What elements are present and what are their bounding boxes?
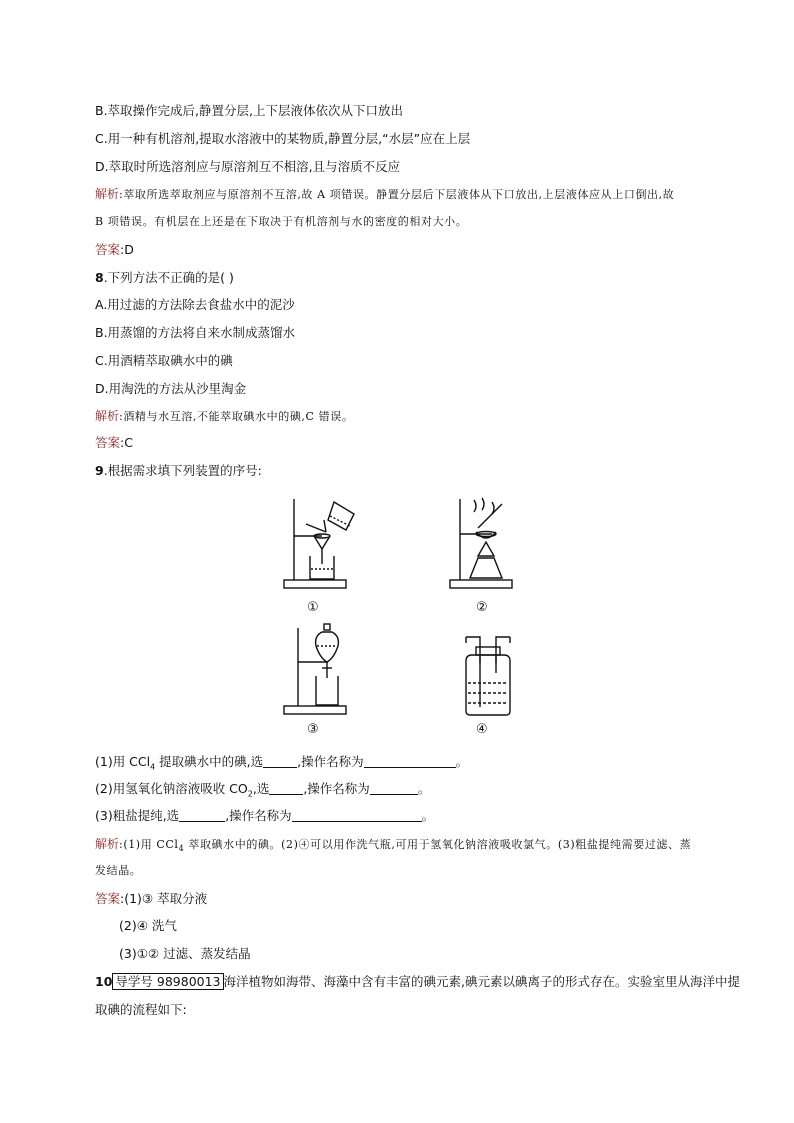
answer-blank[interactable] (263, 755, 297, 768)
q7-analysis (95, 186, 674, 203)
q9-answer-line1: :(1)③ 萃取分液 (120, 891, 208, 906)
q9-number: 9 (95, 463, 104, 478)
q9-stem-text: .根据需求填下列装置的序号: (103, 463, 262, 478)
sub3-prefix: (3)粗盐提纯,选 (95, 808, 180, 823)
answer-blank[interactable] (364, 755, 456, 768)
answer-label: 答案 (95, 242, 121, 257)
figure-label-4: ④ (476, 722, 488, 737)
q9-answer (95, 891, 207, 907)
q10-stem (95, 974, 740, 990)
q8-option-a: A.用过滤的方法除去食盐水中的泥沙 (95, 297, 295, 312)
q10-stem-cont: 取碘的流程如下: (95, 1002, 187, 1017)
sub1-mid: 提取碘水中的碘,选 (155, 754, 264, 769)
sub3-end: 。 (421, 808, 435, 823)
q9-analysis-a: :(1)用 CCl (119, 838, 179, 851)
q9-analysis-b: 萃取碘水中的碘。(2)④可以用作洗气瓶,可用于氢氧化钠溶液吸收氯气。(3)粗盐提纯需要过滤、蒸 (184, 838, 692, 851)
q8-answer-text: :C (120, 435, 133, 450)
q8-answer (95, 435, 133, 451)
sub1-prefix: (1)用 CCl (95, 754, 151, 769)
figure-label-2: ② (476, 600, 488, 615)
sub2-mid: ,选 (252, 781, 270, 796)
answer-blank[interactable] (269, 782, 303, 795)
q8-analysis-text: :酒精与水互溶,不能萃取碘水中的碘,C 错误。 (119, 410, 354, 423)
figure-label-3: ③ (307, 722, 319, 737)
answer-label: 答案 (95, 891, 121, 906)
q9-analysis (95, 836, 691, 857)
q8-stem (95, 270, 234, 286)
q9-stem (95, 463, 262, 479)
sub1-subscript: 4 (150, 762, 156, 772)
q9-sub2 (95, 781, 430, 803)
answer-blank[interactable] (292, 809, 422, 822)
q10-code-box: 导学号 98980013 (112, 973, 223, 990)
analysis-label: 解析 (95, 409, 120, 423)
q8-option-b: B.用蒸馏的方法将自来水制成蒸馏水 (95, 325, 296, 340)
q7-option-c: C.用一种有机溶剂,提取水溶液中的某物质,静置分层,“水层”应在上层 (95, 131, 471, 146)
answer-blank[interactable] (370, 782, 418, 795)
sub2-subscript: 2 (247, 789, 253, 799)
analysis-label: 解析 (95, 187, 120, 201)
q9-sub1 (95, 754, 468, 776)
q9-analysis-sub: 4 (178, 844, 185, 854)
q7-answer (95, 242, 134, 258)
sub2-prefix: (2)用氢氧化钠溶液吸收 CO (95, 781, 248, 796)
separatory-funnel-figure (282, 620, 362, 720)
sub2-end: 。 (417, 781, 431, 796)
q9-analysis-cont: 发结晶。 (95, 864, 142, 877)
q7-analysis-cont: B 项错误。有机层在上还是在下取决于有机溶剂与水的密度的相对大小。 (95, 215, 468, 228)
sub1-suffix: ,操作名称为 (297, 754, 364, 769)
q8-analysis (95, 408, 353, 425)
q8-stem-text: .下列方法不正确的是( ) (103, 270, 234, 285)
answer-blank[interactable] (179, 809, 225, 822)
q7-option-b: B.萃取操作完成后,静置分层,上下层液体依次从下口放出 (95, 103, 403, 118)
figure-label-1: ① (307, 600, 319, 615)
q8-option-c: C.用酒精萃取碘水中的碘 (95, 353, 233, 368)
filtration-apparatus-figure (282, 494, 362, 594)
q7-answer-text: :D (120, 242, 134, 257)
evaporation-apparatus-figure (448, 494, 518, 594)
q8-option-d: D.用淘洗的方法从沙里淘金 (95, 381, 247, 396)
q8-number: 8 (95, 270, 104, 285)
sub1-end: 。 (455, 754, 469, 769)
answer-label: 答案 (95, 435, 121, 450)
sub3-suffix: ,操作名称为 (225, 808, 292, 823)
q9-answer-line2: (2)④ 洗气 (119, 918, 177, 933)
q7-analysis-text: :萃取所选萃取剂应与原溶剂不互溶,故 A 项错误。静置分层后下层液体从下口放出,上层液体应从上口倒出,故 (119, 188, 675, 201)
analysis-label: 解析 (95, 837, 120, 851)
gas-washing-bottle-figure (458, 633, 518, 717)
q9-sub3 (95, 808, 434, 824)
q10-number: 10 (95, 974, 113, 989)
sub2-suffix: ,操作名称为 (303, 781, 370, 796)
q10-stem-text: 海洋植物如海带、海藻中含有丰富的碘元素,碘元素以碘离子的形式存在。实验室里从海洋中提 (223, 974, 740, 989)
q9-answer-line3: (3)①② 过滤、蒸发结晶 (119, 946, 251, 961)
q7-option-d: D.萃取时所选溶剂应与原溶剂互不相溶,且与溶质不反应 (95, 159, 401, 174)
